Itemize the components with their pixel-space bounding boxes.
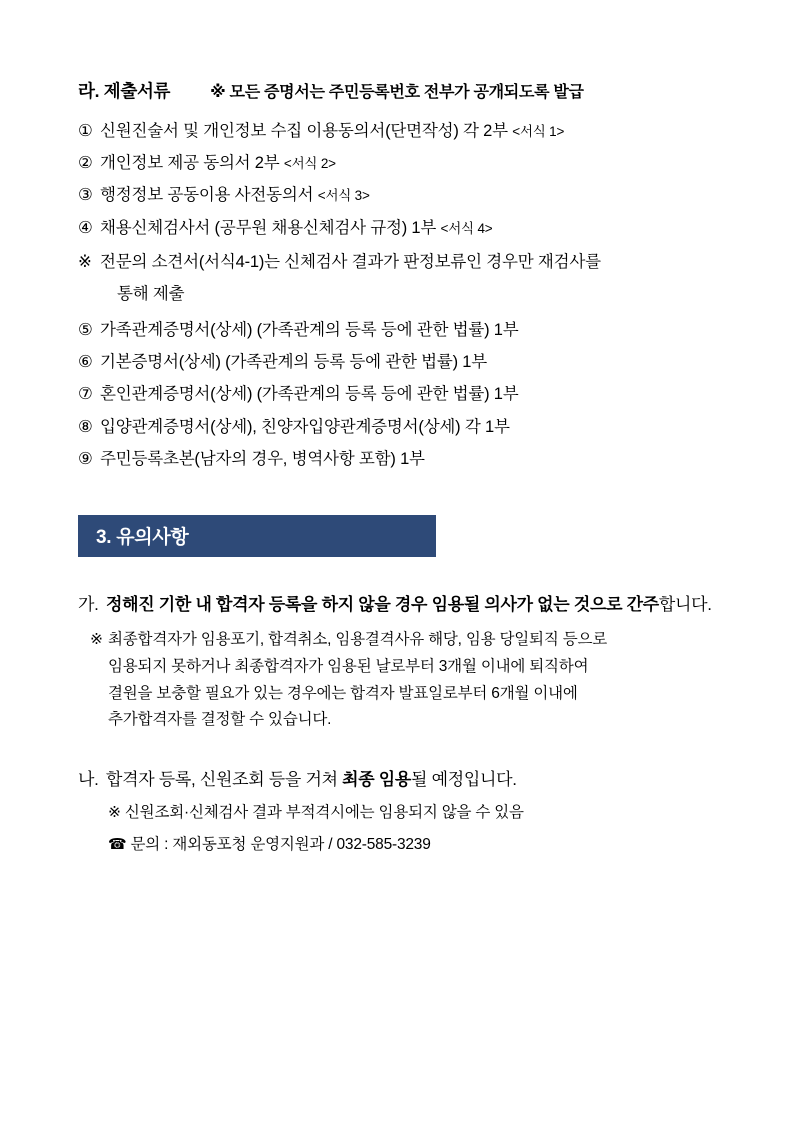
note-line-1: 최종합격자가 임용포기, 합격취소, 임용결격사유 해당, 임용 당일퇴직 등으로 (108, 631, 608, 649)
list-item-ref: <서식 1> (512, 124, 565, 139)
notice-item-b-body (106, 766, 517, 793)
note-line-2: 통해 제출 (117, 284, 185, 303)
list-item-number: ⑦ (78, 385, 93, 404)
notice-item-b (78, 766, 721, 793)
list-item-text: 채용신체검사서 (공무원 채용신체검사 규정) 1부 (100, 218, 441, 237)
notice-item-b-post: 될 예정입니다. (411, 770, 517, 790)
documents-heading (78, 78, 721, 103)
list-item (78, 346, 721, 378)
list-item-number: ⑥ (78, 353, 93, 372)
list-item (78, 179, 721, 211)
contact-text: 문의 : 재외동포청 운영지원과 / 032-585-3239 (130, 835, 431, 853)
notice-item-a-bold: 정해진 기한 내 합격자 등록을 하지 않을 경우 임용될 의사가 없는 것으로 간주 (106, 594, 659, 614)
list-item (78, 212, 721, 244)
notice-section (78, 591, 721, 858)
list-item (78, 147, 721, 179)
documents-list (78, 115, 721, 475)
notice-item-a-note (78, 627, 721, 734)
list-item-number: ② (78, 154, 93, 173)
list-item-text: 행정정보 공동이용 사전동의서 (100, 186, 318, 205)
documents-section (78, 78, 721, 475)
contact-line (78, 832, 721, 858)
list-item (78, 443, 721, 475)
note-mark: ※ (78, 252, 92, 271)
list-item (78, 411, 721, 443)
list-item-number: ⑧ (78, 417, 93, 436)
section-banner-notice (78, 515, 436, 557)
list-item (78, 115, 721, 147)
notice-item-a-body (106, 591, 721, 619)
list-item-text: 개인정보 제공 동의서 2부 (100, 154, 284, 173)
notice-item-a (78, 591, 721, 619)
list-item-number: ⑨ (78, 449, 93, 468)
note-line-3: 결원을 보충할 필요가 있는 경우에는 합격자 발표일로부터 6개월 이내에 (108, 684, 578, 702)
notice-item-b-marker: 나. (78, 770, 99, 790)
list-item (78, 378, 721, 410)
notice-item-b-pre: 합격자 등록, 신원조회 등을 거쳐 (106, 770, 343, 790)
list-item-text: 혼인관계증명서(상세) (가족관계의 등록 등에 관한 법률) 1부 (100, 385, 519, 404)
list-item-text: 기본증명서(상세) (가족관계의 등록 등에 관한 법률) 1부 (100, 353, 487, 372)
list-item-ref: <서식 4> (440, 220, 493, 236)
notice-item-b-note: ※ 신원조회·신체검사 결과 부적격시에는 임용되지 않을 수 있음 (108, 804, 524, 822)
list-item-text: 신원진술서 및 개인정보 수집 이용동의서(단면작성) 각 2부 (100, 122, 513, 140)
list-item-text: 주민등록초본(남자의 경우, 병역사항 포함) 1부 (100, 449, 425, 468)
list-item-text: 입양관계증명서(상세), 친양자입양관계증명서(상세) 각 1부 (100, 417, 510, 436)
list-item-ref: <서식 3> (317, 188, 370, 204)
list-item-text: 가족관계증명서(상세) (가족관계의 등록 등에 관한 법률) 1부 (100, 321, 519, 340)
phone-icon: ☎ (108, 835, 127, 853)
list-item (78, 314, 721, 346)
list-item-number: ① (78, 122, 93, 140)
note-line-1: 전문의 소견서(서식4-1)는 신체검사 결과가 판정보류인 경우만 재검사를 (100, 252, 601, 271)
note-line-2: 임용되지 못하거나 최종합격자가 임용된 날로부터 3개월 이내에 퇴직하여 (108, 658, 589, 676)
documents-heading-note: ※ 모든 증명서는 주민등록번호 전부가 공개되도록 발급 (210, 84, 584, 101)
list-item-number: ⑤ (78, 321, 93, 340)
note-mark: ※ (90, 631, 103, 649)
note-line-4: 추가합격자를 결정할 수 있습니다. (108, 711, 332, 729)
notice-item-b-bold: 최종 임용 (342, 770, 412, 790)
list-item-number: ④ (78, 218, 93, 237)
notice-item-a-tail: 합니다. (658, 594, 712, 614)
documents-heading-label: 라. 제출서류 (78, 81, 171, 101)
section-banner-title: 3. 유의사항 (96, 527, 189, 549)
documents-sub-note (78, 246, 721, 310)
list-item-number: ③ (78, 186, 93, 205)
notice-item-a-marker: 가. (78, 594, 99, 614)
list-item-ref: <서식 2> (283, 156, 336, 172)
